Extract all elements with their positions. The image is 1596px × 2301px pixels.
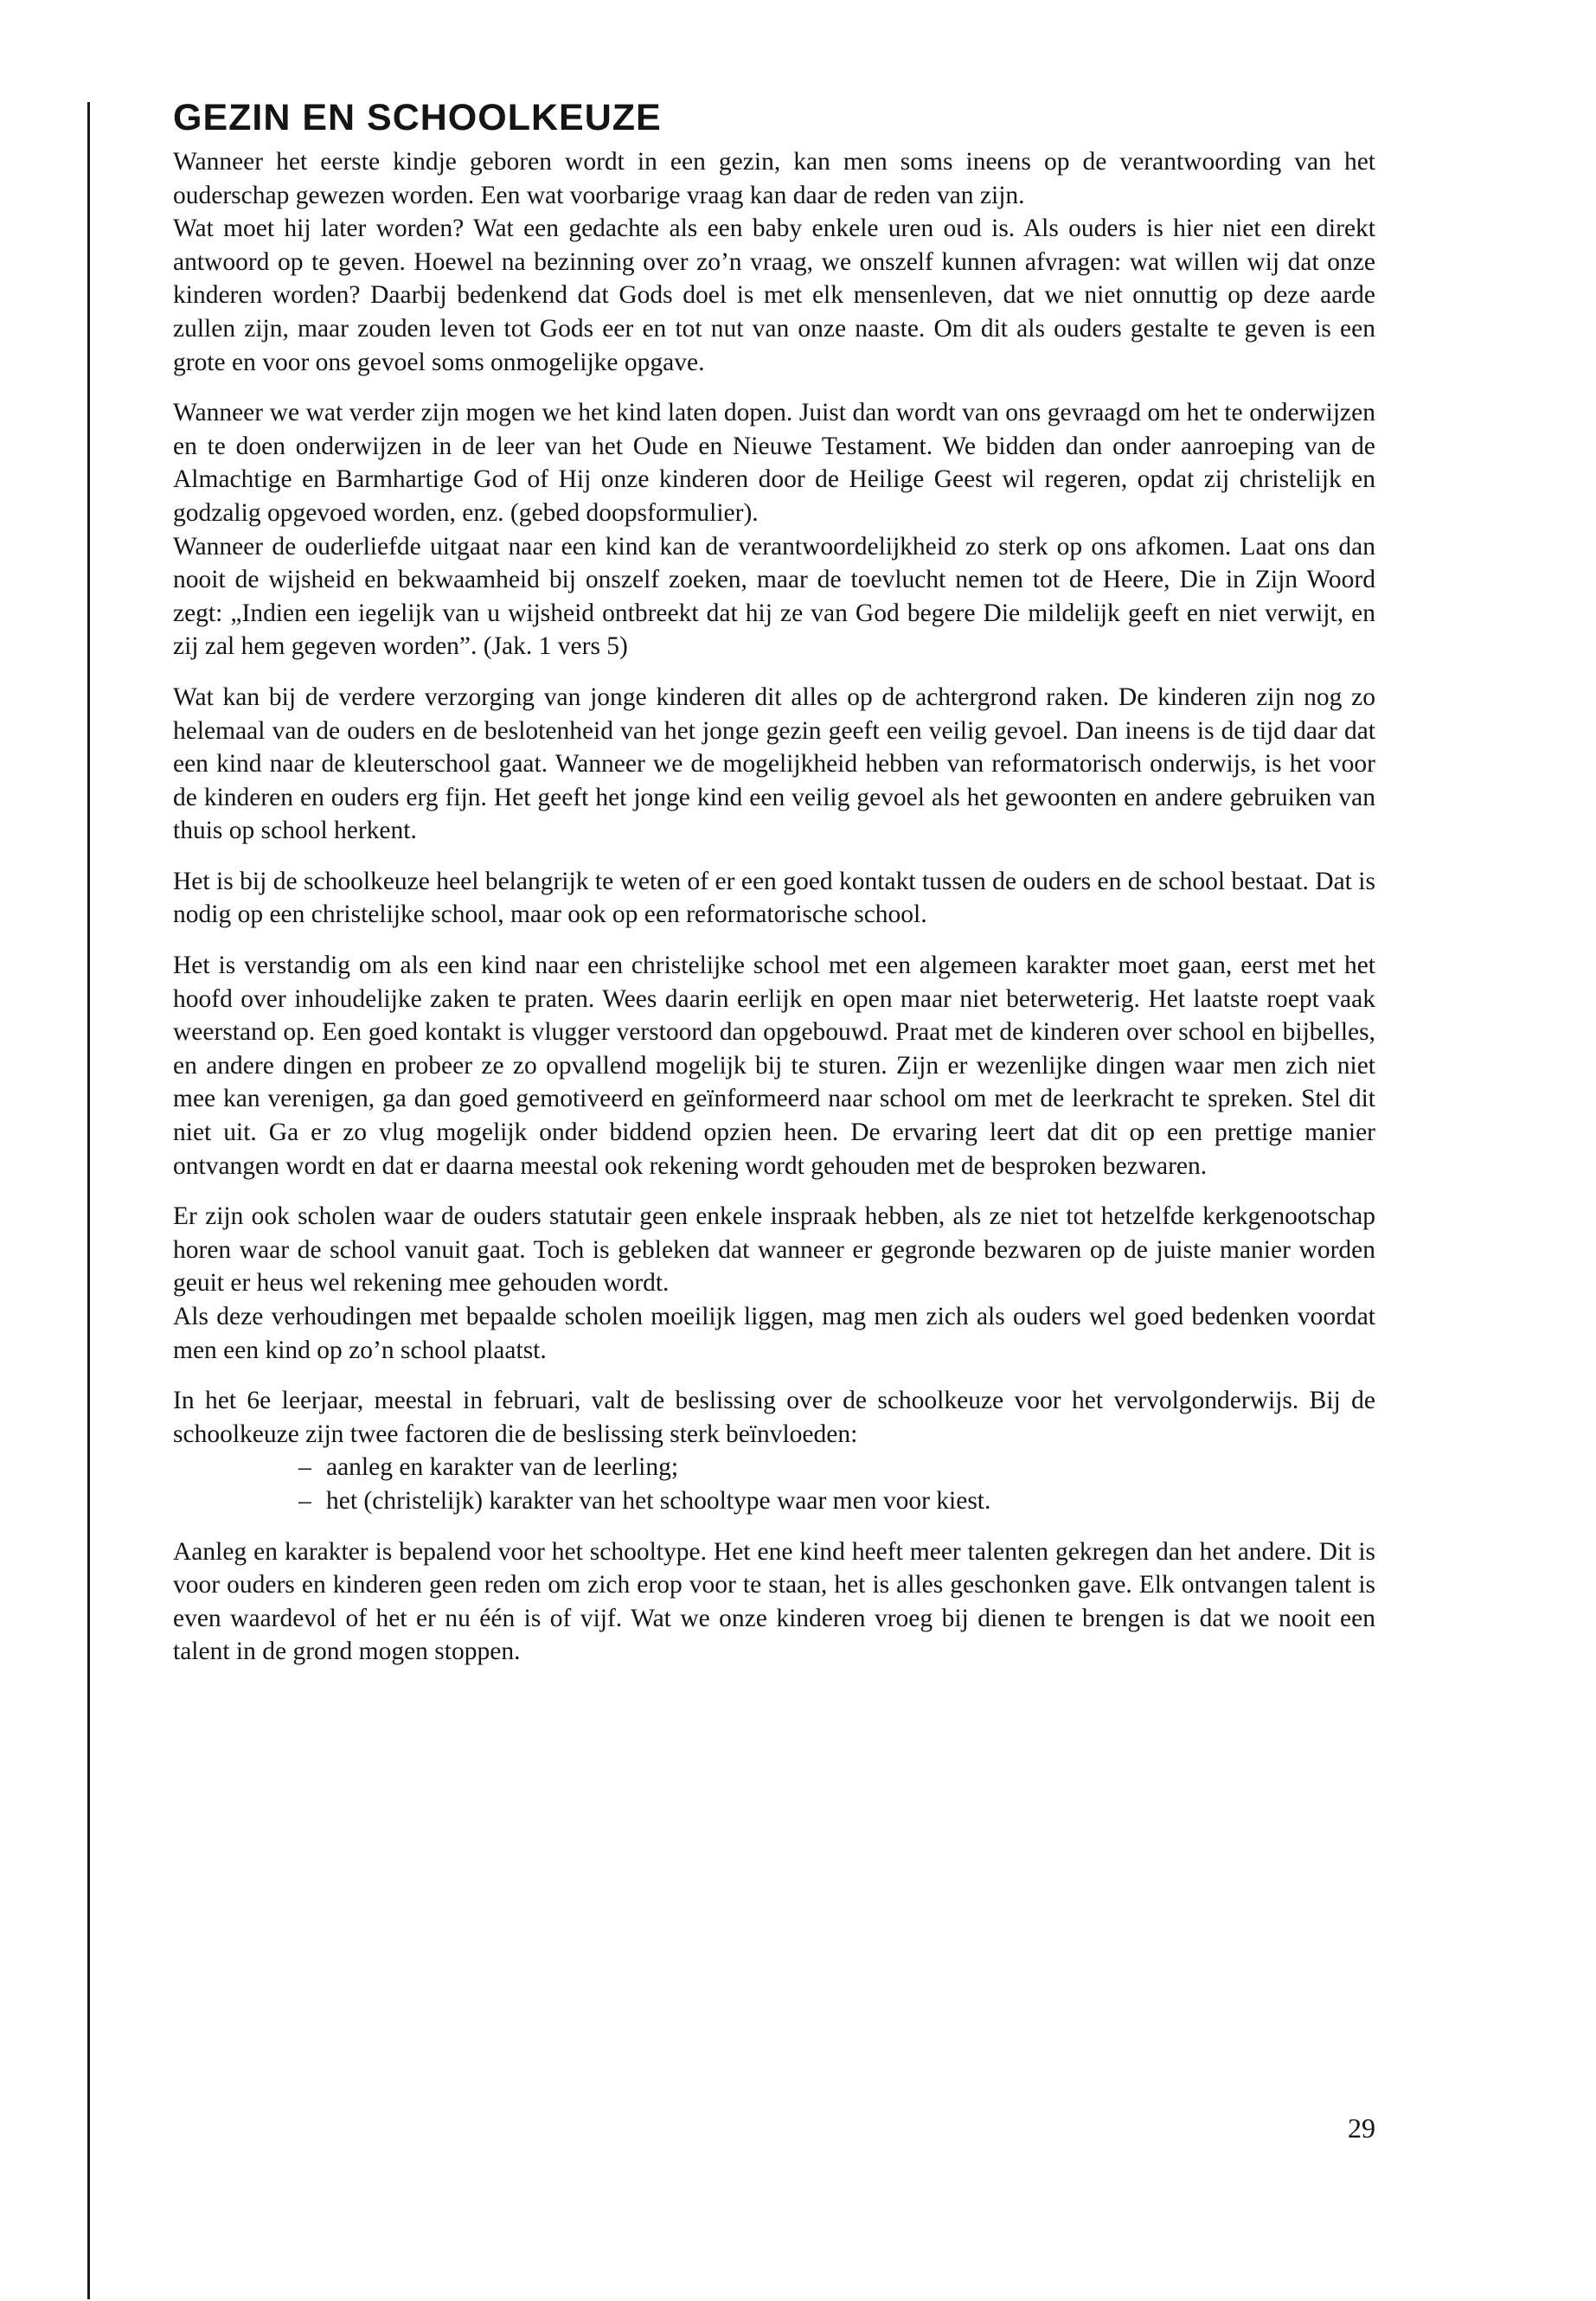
paragraph-young-children: Wat kan bij de verdere verzorging van jonge kinderen dit alles op de achtergrond raken. De kinderen zijn nog zo helemaal van de ouders en de beslotenheid van het jonge gezin geeft een veilig gevoel. Dan ineens is de tijd daar dat een kind naar de kleuterschool gaat. Wanneer we de mogelijkheid hebben van reformatorisch onderwijs, is het voor de kinderen en ouders erg fijn. Het geeft het jonge kind een veilig gevoel als het gewoonten en andere gebruiken van thuis op school herkent.: [173, 683, 1375, 845]
paragraph-relations: Als deze verhoudingen met bepaalde scholen moeilijk liggen, mag men zich als ouders wel goed bedenken voordat men een kind op zo’n school plaatst.: [173, 1303, 1375, 1364]
list-dash: –: [298, 1486, 311, 1515]
list-item-text: het (christelijk) karakter van het schooltype waar men voor kiest.: [326, 1486, 991, 1515]
page-content: [173, 93, 1375, 1669]
page-number: 29: [1348, 2112, 1375, 2144]
list-item-text: aanleg en karakter van de leerling;: [326, 1453, 679, 1482]
paragraph-christian-school: Het is verstandig om als een kind naar een christelijke school met een algemeen karakter moet gaan, eerst met het hoofd over inhoudelijke zaken te praten. Wees daarin eerlijk en open maar niet beterweterig. Het laatste roept vaak weerstand op. Een goed kontakt is vlugger verstoord dan opgebouwd. Praat met de kinderen over school en bijbelles, en andere dingen en probeer ze zo opvallend mogelijk bij te sturen. Zijn er wezenlijke dingen waar men zich niet mee kan verenigen, ga dan goed gemotiveerd en geïnformeerd naar school om met de leerkracht te spreken. Stel dit niet uit. Ga er zo vlug mogelijk onder biddend opzien heen. De ervaring leert dat dit op een prettige manier ontvangen wordt en dat er daarna meestal ook rekening wordt gehouden met de besproken bezwaren.: [173, 952, 1375, 1180]
factor-list: [173, 1451, 1375, 1517]
list-item: [298, 1451, 1375, 1484]
paragraph-intro: Wanneer het eerste kindje geboren wordt in een gezin, kan men soms ineens op de verantwoording van het ouderschap gewezen worden. Een wat voorbarige vraag kan daar de reden van zijn.: [173, 148, 1375, 209]
paragraph-what-later: Wat moet hij later worden? Wat een gedachte als een baby enkele uren oud is. Als ouders is hier niet een direkt antwoord op te geven. Hoewel na bezinning over zo’n vraag, we onszelf kunnen afvragen: wat willen wij dat onze kinderen worden? Daarbij bedenkend dat Gods doel is met elk mensenleven, dat we niet onnuttig op deze aarde zullen zijn, maar zouden leven tot Gods eer en tot nut van onze naaste. Om dit als ouders gestalte te geven is een grote en voor ons gevoel soms onmogelijke opgave.: [173, 215, 1375, 376]
paragraph-baptism: Wanneer we wat verder zijn mogen we het kind laten dopen. Juist dan wordt van ons gevraagd om het te onderwijzen en te doen onderwijzen in de leer van het Oude en Nieuwe Testament. We bidden dan onder aanroeping van de Almachtige en Barmhartige God of Hij onze kinderen door de Heilige Geest wil regeren, opdat zij christelijk en godzalig opgevoed worden, enz. (gebed doopsformulier).: [173, 399, 1375, 527]
paragraph-sixth-year: In het 6e leerjaar, meestal in februari, valt de beslissing over de schoolkeuze voor het vervolgonderwijs. Bij de schoolkeuze zijn twee factoren die de beslissing sterk beïnvloeden:: [173, 1387, 1375, 1448]
page-binding-edge: [87, 102, 90, 2299]
list-dash: –: [298, 1453, 311, 1482]
paragraph-parental-love: Wanneer de ouderliefde uitgaat naar een kind kan de verantwoordelijkheid zo sterk op ons afkomen. Laat ons dan nooit de wijsheid en bekwaamheid bij onszelf zoeken, maar de toevlucht nemen tot de Heere, Die in Zijn Woord zegt: „Indien een iegelijk van u wijsheid ontbreekt dat hij ze van God begere Die mildelijk geeft en niet verwijt, en zij zal hem gegeven worden”. (Jak. 1 vers 5): [173, 532, 1375, 661]
paragraph-statutory-schools: Er zijn ook scholen waar de ouders statutair geen enkele inspraak hebben, als ze niet tot hetzelfde kerkgenootschap horen waar de school vanuit gaat. Toch is gebleken dat wanneer er gegronde bezwaren op de juiste manier worden geuit er heus wel rekening mee gehouden wordt.: [173, 1202, 1375, 1298]
paragraph-school-contact: Het is bij de schoolkeuze heel belangrijk te weten of er een goed kontakt tussen de ouders en de school bestaat. Dat is nodig op een christelijke school, maar ook op een reformatorische school.: [173, 867, 1375, 929]
list-item: [298, 1484, 1375, 1518]
page-title: GEZIN EN SCHOOLKEUZE: [173, 97, 662, 138]
paragraph-talents: Aanleg en karakter is bepalend voor het schooltype. Het ene kind heeft meer talenten gekregen dan het andere. Dit is voor ouders en kinderen geen reden om zich erop voor te staan, het is alles geschonken gave. Elk ontvangen talent is even waardevol of het er nu één is of vijf. Wat we onze kinderen vroeg bij dienen te brengen is dat we nooit een talent in de grond mogen stoppen.: [173, 1537, 1375, 1666]
